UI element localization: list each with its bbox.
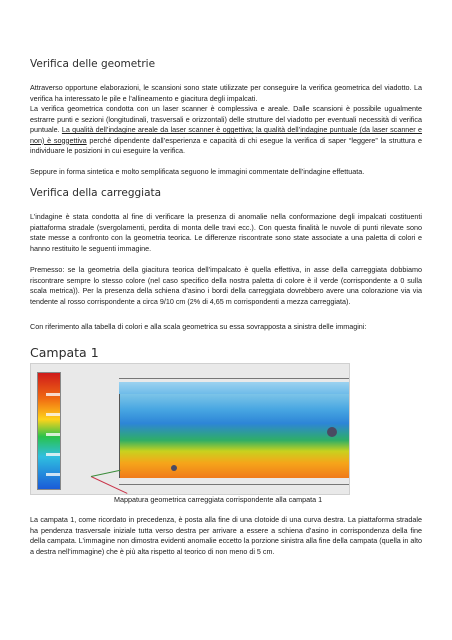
underlined-text: La qualità dell’indagine areale da laser scanner è oggettiva; la qualità dell’indagine puntuale (da laser scanner e non) è soggettiva — [30, 125, 422, 145]
figure-caption: Mappatura geometrica carreggiata corrispondente alla campata 1 — [114, 495, 323, 504]
paragraph-text: perché dipendente dall’esperienza e capacità di chi esegue la verifica di saper “leggere” la struttura e individuare le posizioni in cui eseguire la verifica. — [30, 135, 422, 156]
geometric-map-image — [30, 363, 350, 495]
paragraph: Con riferimento alla tabella di colori e alla scala geometrica su essa sovrapposta a sinistra delle immagini: — [30, 322, 367, 331]
section-title-verifica-geometrie: Verifica delle geometrie — [30, 58, 156, 70]
scale-tick — [46, 413, 60, 416]
scale-tick — [46, 393, 60, 396]
section-title-verifica-carreggiata: Verifica della carreggiata — [30, 187, 162, 199]
axis-indicator — [91, 470, 121, 477]
point-cloud-colormap — [119, 394, 350, 478]
paragraph — [30, 104, 422, 157]
section-title-campata-1: Campata 1 — [30, 345, 99, 360]
paragraph: L’indagine è stata condotta al fine di verificare la presenza di anomalie nella conformazione degli impalcati costituenti piattaforma stradale (svergolamenti, perdita di monta delle travi ecc.). Con questa finalità le nuvole di punti rilevate sono state messe a confronto con la geometria teorica. Le differenze riscontrate sono state associate a una paletta di colori e hanno restituito le seguenti immagine. — [30, 212, 422, 253]
scale-tick — [46, 453, 60, 456]
rail-line — [119, 378, 350, 379]
scale-tick — [46, 473, 60, 476]
rail-line — [119, 484, 350, 485]
paragraph: Seppure in forma sintetica e molto semplificata seguono le immagini commentate dell’indagine effettuata. — [30, 167, 365, 176]
paragraph: Premesso: se la geometria della giacitura teorica dell’impalcato è quella effettiva, in asse della carreggiata dobbiamo riscontrare sempre lo stesso colore (nel caso specifico della nostra paletta di colore è il verde (corrispondente a 0 sulla scala metrica)). Per la presenza della schiena d’asino i bordi della carreggiata dovrebbero avere una colorazione via via tendente al rosso corrispondente a circa 9/10 cm (2% di 4,65 m corrispondenti a mezza carreggiata). — [30, 265, 422, 306]
paragraph: Attraverso opportune elaborazioni, le scansioni sono state utilizzate per conseguire la verifica geometrica del viadotto. La verifica ha interessato le pile e l’allineamento e giacitura degli impalcati. — [30, 83, 422, 103]
scale-tick — [46, 433, 60, 436]
scan-hole — [327, 427, 337, 437]
paragraph: La campata 1, come ricordato in precedenza, è posta alla fine di una clotoide di una curva destra. La piattaforma stradale ha pendenza trasversale iniziale tutta verso destra per arrivare a essere a schiena d’asino in corrispondenza della fine della campata. L’immagine non dimostra evidenti anomalie eccetto la porzione sinistra alla fine della campata (quella in alto a destra nell’immagine) che è più alta rispetto al teorico di non meno di 5 cm. — [30, 515, 422, 556]
scan-hole — [171, 465, 177, 471]
paragraph-text: La verifica geometrica condotta con un laser scanner è complessiva e areale. Dalle scansioni è possibile ugualmente estrarre punti e sezioni (longitudinali, trasversali e orizzontali) delle strutture del viadotto per eventuali necessità di verifica puntuale. — [30, 104, 422, 135]
color-palette-scale — [37, 372, 61, 490]
